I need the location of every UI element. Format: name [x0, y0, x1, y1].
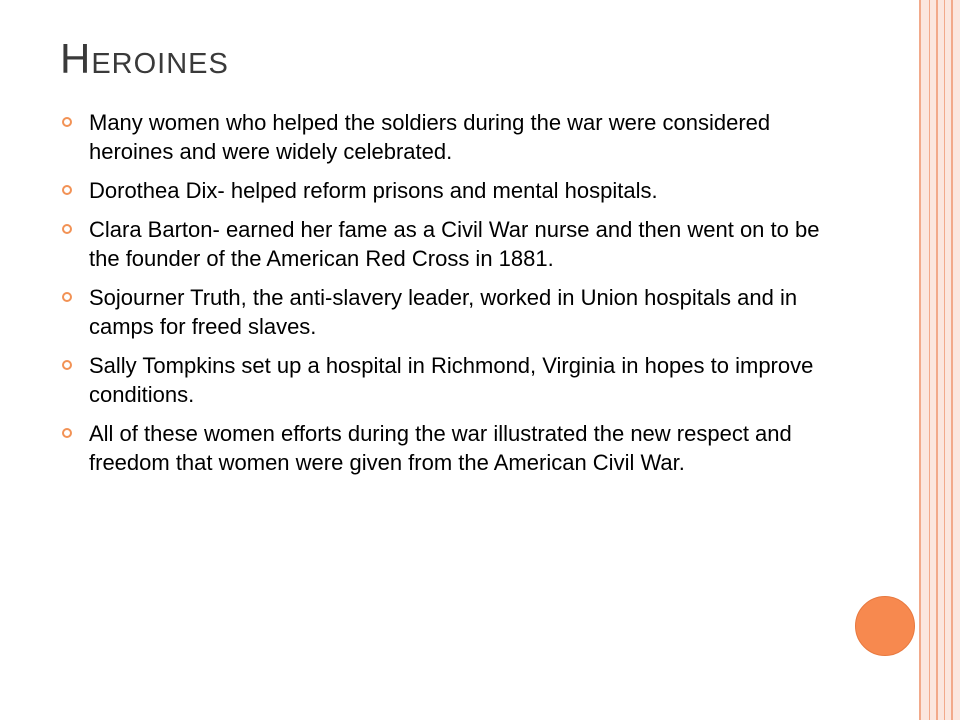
bullet-circle-icon	[62, 428, 72, 438]
bullet-item	[60, 176, 820, 205]
border-stripe	[944, 0, 945, 720]
bullet-text: Sojourner Truth, the anti-slavery leader, worked in Union hospitals and in camps for freed slaves.	[89, 285, 798, 339]
decorative-border	[920, 0, 960, 720]
bullet-list	[60, 108, 820, 487]
bullet-circle-icon	[62, 224, 72, 234]
bullet-circle-icon	[62, 292, 72, 302]
bullet-text: Dorothea Dix- helped reform prisons and mental hospitals.	[89, 178, 658, 203]
border-stripe	[919, 0, 921, 720]
bullet-item	[60, 283, 820, 341]
border-stripe	[936, 0, 938, 720]
bullet-text: Clara Barton- earned her fame as a Civil War nurse and then went on to be the founder of the American Red Cross in 1881.	[89, 217, 820, 271]
accent-circle	[855, 596, 915, 656]
slide-title: Heroines	[60, 35, 229, 82]
bullet-text: Sally Tompkins set up a hospital in Richmond, Virginia in hopes to improve conditions.	[89, 353, 814, 407]
border-stripe	[951, 0, 953, 720]
bullet-item	[60, 351, 820, 409]
border-stripe	[929, 0, 930, 720]
bullet-item	[60, 215, 820, 273]
bullet-item	[60, 419, 820, 477]
bullet-item	[60, 108, 820, 166]
bullet-circle-icon	[62, 117, 72, 127]
bullet-text: Many women who helped the soldiers during the war were considered heroines and were widely celebrated.	[89, 110, 771, 164]
bullet-circle-icon	[62, 360, 72, 370]
bullet-text: All of these women efforts during the war illustrated the new respect and freedom that women were given from the American Civil War.	[89, 421, 792, 475]
bullet-circle-icon	[62, 185, 72, 195]
